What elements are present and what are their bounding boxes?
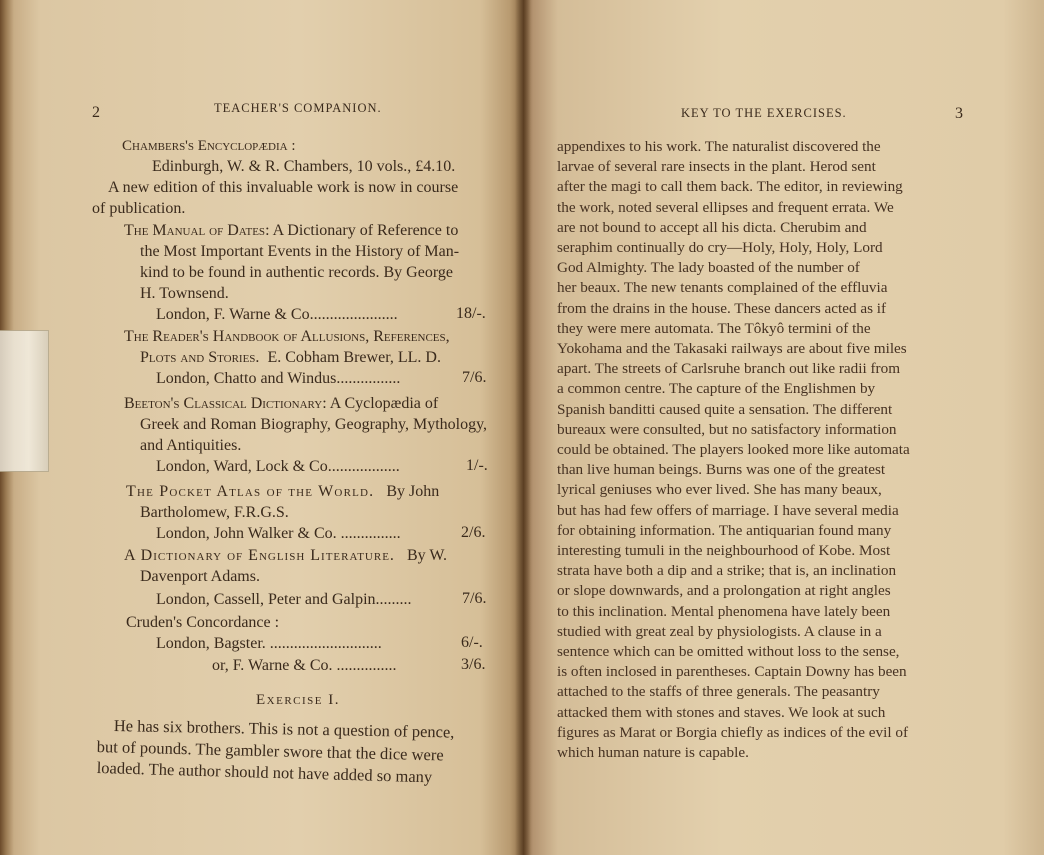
text-line: attacked them with stones and staves. We look at such [557,703,886,721]
book-spine-shadow [515,0,531,855]
text-line: sentence which can be omitted without loss to the sense, [557,643,900,660]
entry-publisher: London, Bagster. ............................ [156,635,382,652]
entry-line: Bartholomew, F.R.G.S. [140,504,289,521]
exercise-line: He has six brothers. This is not a question of pence, [113,716,455,742]
exercise-title: Exercise I. [256,692,340,708]
text-line: than live human beings. Burns was one of the greatest [557,461,886,479]
entry-price: 3/6. [461,656,486,673]
exercise-line: but of pounds. The gambler swore that the dice were [96,737,444,765]
entry-title: Chambers's Encyclopædia : [122,138,296,154]
text-line: for obtaining information. The antiquarian found many [557,521,892,539]
entry-title-main: A Dictionary of English Literature. [124,547,395,564]
text-line: lyrical geniuses who ever lived. She has many beaux, [557,481,882,499]
text-line: after the magi to call them back. The editor, in reviewing [557,178,903,196]
text-line: is often inclosed in parentheses. Captain Downy has been [557,663,907,681]
text-line: larvae of several rare insects in the plant. Herod sent [557,158,876,176]
entry-title-main: The Manual of Dates [124,222,266,239]
entry-title: Cruden's Concordance : [126,614,280,631]
entry-title-main: Beeton's Classical Dictionary [124,395,323,412]
text-line: bureaux were consulted, but no satisfactory information [557,420,897,438]
entry-publisher: London, John Walker & Co. ............... [156,525,401,542]
entry-line: and Antiquities. [140,437,242,454]
entry-price: 7/6. [462,590,487,607]
text-line: appendixes to his work. The naturalist discovered the [557,138,881,155]
text-line: which human nature is capable. [557,744,749,761]
entry-title-rest: By W. [406,547,447,564]
entry-title-main: The Pocket Atlas of the World. [126,483,375,500]
entry-title-main: Plots and Stories. [140,349,260,366]
text-line: they were mere automata. The Tôkyô termini of the [557,319,871,337]
text-line: from the drains in the house. These dancers acted as if [557,299,887,317]
exercise-line: loaded. The author should not have added so many [96,758,433,787]
entry-publisher: London, Chatto and Windus................ [156,370,401,387]
entry-price: 18/-. [456,305,486,322]
entry-line: H. Townsend. [140,285,229,302]
entry-detail: Edinburgh, W. & R. Chambers, 10 vols., £4.10. [152,158,456,175]
entry-price: 1/-. [466,457,488,474]
text-line: could be obtained. The players looked more like automata [557,441,910,458]
text-line: the work, noted several ellipses and frequent errata. We [557,198,894,216]
entry-note: of publication. [92,200,186,217]
entry-publisher: London, F. Warne & Co...................... [156,306,398,323]
text-line: figures as Marat or Borgia chiefly as indices of the evil of [557,723,909,741]
page-number: 3 [955,105,963,122]
entry-line: the Most Important Events in the History of Man- [140,243,460,260]
entry-line: kind to be found in authentic records. By George [140,264,453,281]
text-line: to this inclination. Mental phenomena have lately been [557,602,891,620]
entry-publisher: London, Ward, Lock & Co.................. [156,458,400,475]
text-line: seraphim continually do cry—Holy, Holy, Holy, Lord [557,239,883,256]
entry-price: 7/6. [462,369,487,386]
running-head: KEY TO THE EXERCISES. [681,106,847,120]
text-line: interesting tumuli in the neighbourhood of Kobe. Most [557,542,891,559]
text-line: strata have both a dip and a strike; that is, an inclination [557,562,897,580]
page-tab-marker [0,330,49,472]
text-line: apart. The streets of Carlsruhe branch out like radii from [557,360,901,378]
text-line: Spanish banditti caused quite a sensation. The different [557,400,893,418]
entry-title [126,482,439,503]
text-line: but has had few offers of marriage. I have several media [557,501,899,519]
right-page [523,0,1044,855]
entry-line [140,348,441,369]
text-line: her beaux. The new tenants complained of the effluvia [557,279,888,297]
entry-author: E. Cobham Brewer, LL. D. [267,349,441,366]
entry-title-rest: : A Cyclopædia of [322,395,439,412]
running-head: TEACHER'S COMPANION. [214,101,382,115]
text-line: studied with great zeal by physiologists. A clause in a [557,622,882,640]
entry-title-rest: By John [386,483,440,500]
entry-title [124,546,447,567]
entry-line: Greek and Roman Biography, Geography, Mythology, [140,416,488,433]
entry-note: A new edition of this invaluable work is now in course [108,179,459,196]
text-line: attached to the staffs of three generals. The peasantry [557,683,880,701]
entry-line: Davenport Adams. [140,568,260,585]
entry-price: 6/-. [461,634,483,651]
entry-title: The Reader's Handbook of Allusions, References, [124,328,450,345]
page-number: 2 [92,104,100,121]
text-line: are not bound to accept all his dicta. Cherubim and [557,218,867,236]
text-line: Yokohama and the Takasaki railways are about five miles [557,340,907,357]
entry-title [124,221,458,242]
text-line: God Almighty. The lady boasted of the number of [557,259,860,277]
entry-publisher: or, F. Warne & Co. ............... [212,657,397,674]
entry-title-rest: : A Dictionary of Reference to [265,222,459,239]
entry-publisher: London, Cassell, Peter and Galpin......... [156,591,412,608]
text-line: or slope downwards, and a prolongation at right angles [557,582,891,600]
text-line: a common centre. The capture of the Englishmen by [557,380,876,398]
entry-title [124,394,438,415]
entry-price: 2/6. [461,524,486,541]
